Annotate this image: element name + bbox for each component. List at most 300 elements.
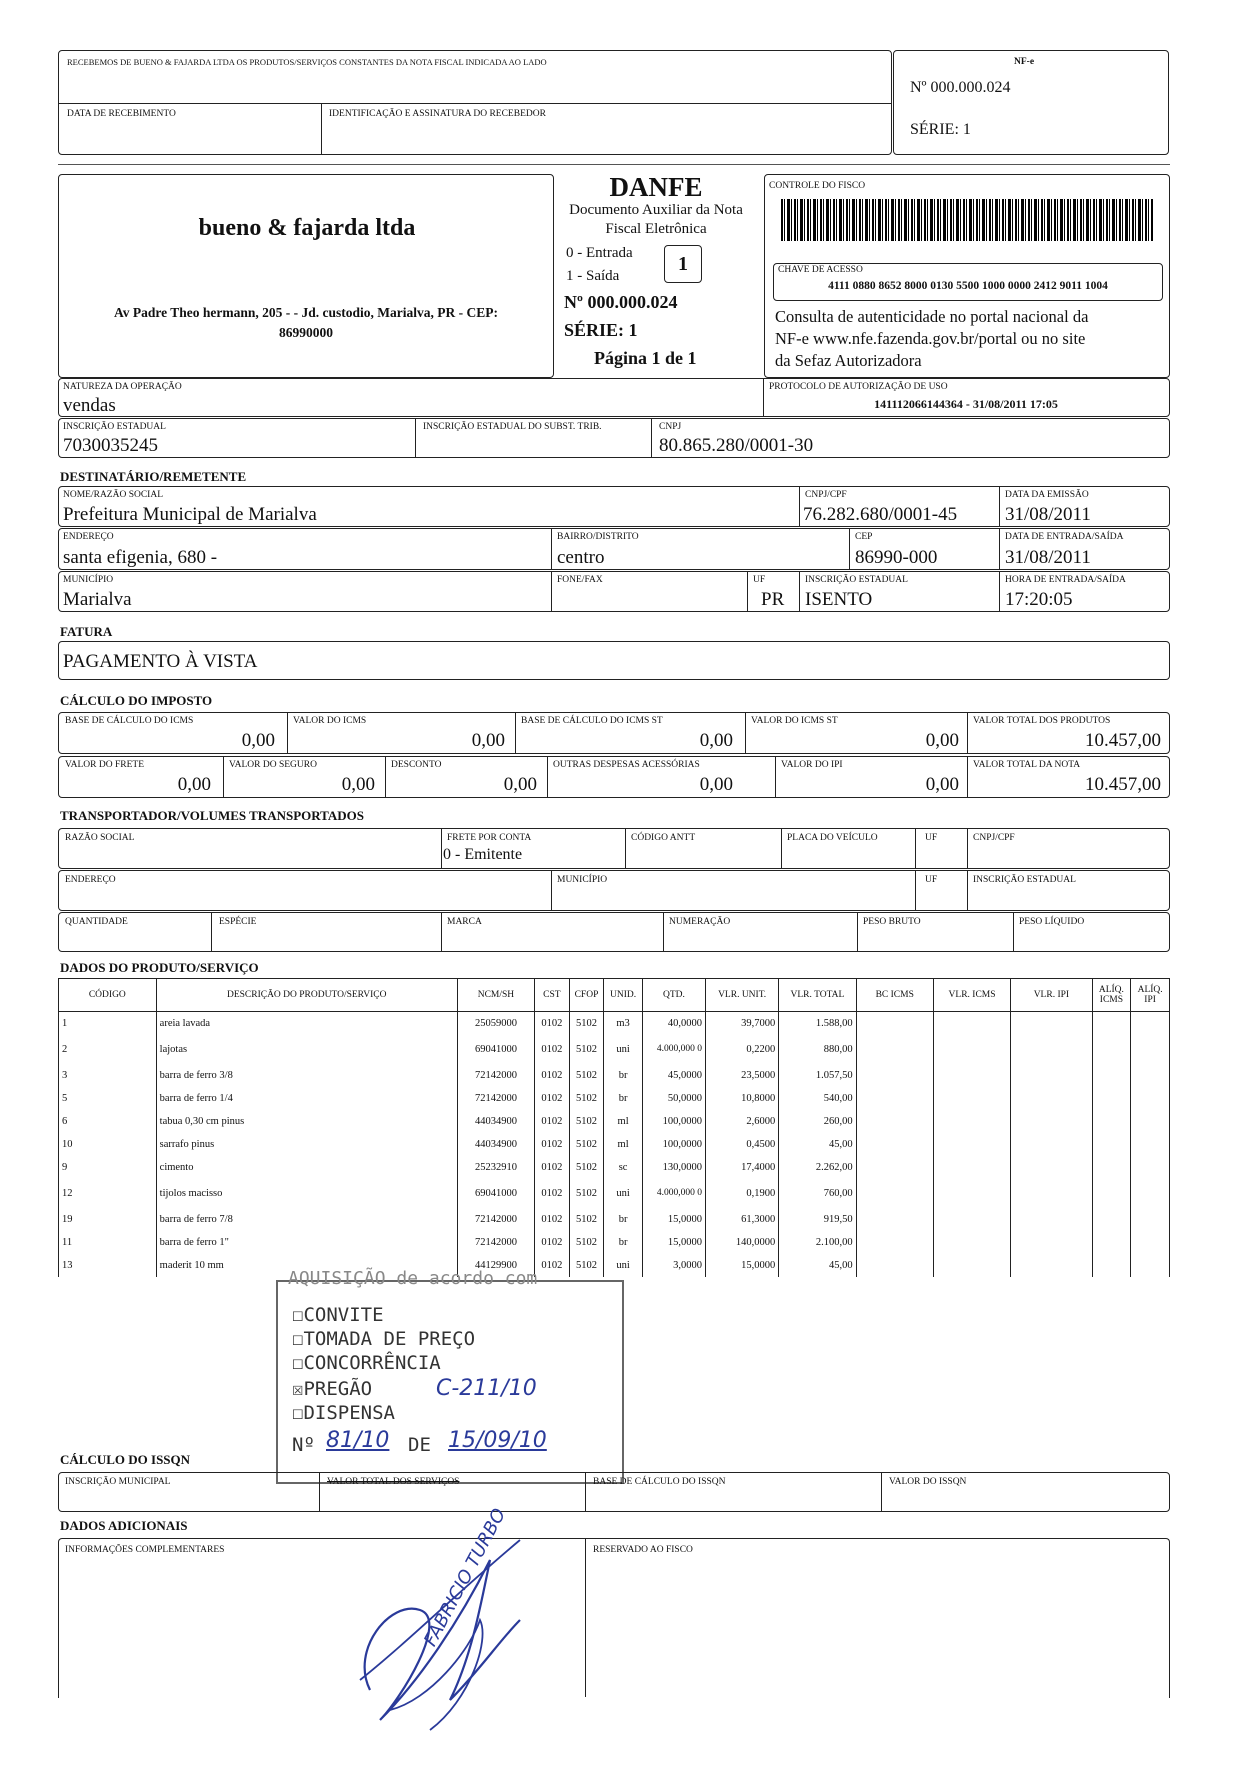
- recipient-district: centro: [557, 547, 605, 568]
- recipient-uf-label: UF: [753, 575, 766, 585]
- invoice-box: [58, 641, 1170, 680]
- table-cell: uni: [604, 1035, 643, 1064]
- cut-line: [58, 164, 1170, 165]
- stamp-numero-hand: 81/10: [326, 1428, 390, 1453]
- table-cell: 9: [59, 1156, 157, 1179]
- recipient-district-label: BAIRRO/DISTRITO: [557, 532, 639, 542]
- table-cell: 5: [59, 1087, 157, 1110]
- table-cell: br: [604, 1231, 643, 1254]
- table-cell: 0102: [535, 1208, 570, 1231]
- table-cell: lajotas: [156, 1035, 457, 1064]
- recipient-address-label: ENDEREÇO: [63, 532, 114, 542]
- table-cell: [856, 1035, 933, 1064]
- table-cell: [1131, 1087, 1170, 1110]
- recipient-cep: 86990-000: [855, 547, 938, 568]
- table-cell: 5102: [569, 1110, 604, 1133]
- table-cell: 2.100,00: [779, 1231, 856, 1254]
- additional-section-title: DADOS ADICIONAIS: [60, 1518, 188, 1533]
- table-cell: [1011, 1208, 1092, 1231]
- issuer-address-2: 86990000: [279, 325, 333, 340]
- products-body: [59, 1012, 1170, 1278]
- table-cell: [1092, 1012, 1131, 1036]
- reserved-fisco-label: RESERVADO AO FISCO: [593, 1545, 693, 1555]
- plate-label: PLACA DO VEÍCULO: [787, 833, 878, 843]
- table-cell: 3: [59, 1064, 157, 1087]
- table-cell: 880,00: [779, 1035, 856, 1064]
- table-cell: 5102: [569, 1064, 604, 1087]
- table-row: [59, 1156, 1170, 1179]
- protocol-label: PROTOCOLO DE AUTORIZAÇÃO DE USO: [769, 382, 948, 392]
- danfe-entrada: 0 - Entrada: [566, 245, 633, 261]
- table-cell: [1131, 1156, 1170, 1179]
- table-cell: 15,0000: [706, 1254, 779, 1277]
- table-cell: m3: [604, 1012, 643, 1036]
- stamp-numero-prefix: Nº: [292, 1434, 315, 1456]
- recipient-address: santa efigenia, 680 -: [63, 547, 218, 568]
- table-cell: 0102: [535, 1179, 570, 1208]
- recipient-city-label: MUNICÍPIO: [63, 575, 114, 585]
- table-cell: [1131, 1012, 1170, 1036]
- table-row: [59, 1110, 1170, 1133]
- products-header-cell: UNID.: [604, 979, 643, 1012]
- table-cell: 10,8000: [706, 1087, 779, 1110]
- entry-time: 17:20:05: [1005, 589, 1073, 610]
- table-cell: 50,0000: [642, 1087, 705, 1110]
- table-cell: 23,5000: [706, 1064, 779, 1087]
- cnpj-label: CNPJ: [659, 422, 682, 432]
- table-cell: [1131, 1110, 1170, 1133]
- discount-label: DESCONTO: [391, 760, 442, 770]
- table-cell: [933, 1231, 1010, 1254]
- table-cell: 69041000: [457, 1179, 534, 1208]
- numbering-label: NUMERAÇÃO: [669, 917, 731, 927]
- table-cell: 25232910: [457, 1156, 534, 1179]
- table-cell: 5102: [569, 1035, 604, 1064]
- table-cell: [1011, 1035, 1092, 1064]
- table-cell: [856, 1254, 933, 1277]
- table-cell: 1.057,50: [779, 1064, 856, 1087]
- ipi-value: 0,00: [925, 774, 959, 795]
- danfe-type-value: 1: [678, 253, 688, 275]
- danfe-saida: 1 - Saída: [566, 268, 620, 284]
- products-header-cell: BC ICMS: [856, 979, 933, 1012]
- table-cell: 2: [59, 1035, 157, 1064]
- transport-row-2: [58, 870, 1170, 911]
- table-cell: barra de ferro 1": [156, 1231, 457, 1254]
- table-cell: 15,0000: [642, 1208, 705, 1231]
- acquisition-stamp: [276, 1268, 624, 1484]
- stamp-dispensa: ☐DISPENSA: [292, 1402, 395, 1424]
- products-header-cell: VLR. ICMS: [933, 979, 1010, 1012]
- table-cell: [856, 1231, 933, 1254]
- invoice-text: PAGAMENTO À VISTA: [63, 651, 258, 672]
- danfe-number: Nº 000.000.024: [564, 292, 678, 312]
- table-cell: [933, 1110, 1010, 1133]
- table-row: [59, 1087, 1170, 1110]
- issqn-base-label: BASE DE CÁLCULO DO ISSQN: [593, 1477, 726, 1487]
- receipt-sign-label: IDENTIFICAÇÃO E ASSINATURA DO RECEBEDOR: [329, 109, 546, 119]
- table-cell: [1131, 1208, 1170, 1231]
- signature-name: FABRICIO TURBO: [420, 1505, 511, 1650]
- recipient-cnpj: 76.282.680/0001-45: [803, 504, 958, 525]
- table-cell: [1011, 1179, 1092, 1208]
- products-header-cell: CST: [535, 979, 570, 1012]
- table-cell: [1131, 1133, 1170, 1156]
- table-cell: [856, 1156, 933, 1179]
- receipt-nfe-label: NF-e: [1014, 57, 1035, 67]
- danfe-block: [554, 170, 758, 378]
- stamp-concorrencia: ☐CONCORRÊNCIA: [292, 1352, 441, 1374]
- recipient-section-title: DESTINATÁRIO/REMETENTE: [60, 469, 247, 484]
- additional-box: [58, 1538, 1170, 1698]
- entry-date: 31/08/2011: [1005, 547, 1091, 568]
- table-cell: 0102: [535, 1133, 570, 1156]
- table-cell: [1092, 1156, 1131, 1179]
- receipt-serie: SÉRIE: 1: [910, 121, 971, 138]
- other-expenses-value: 0,00: [699, 774, 733, 795]
- danfe-type-box: [664, 245, 702, 283]
- freight-label: VALOR DO FRETE: [65, 760, 144, 770]
- products-section-title: DADOS DO PRODUTO/SERVIÇO: [60, 960, 259, 975]
- products-total-label: VALOR TOTAL DOS PRODUTOS: [973, 716, 1111, 726]
- icms-st-value: 0,00: [925, 730, 959, 751]
- protocol-value: 141112066144364 - 31/08/2011 17:05: [874, 397, 1058, 411]
- icms-st-value-label: VALOR DO ICMS ST: [751, 716, 838, 726]
- table-cell: br: [604, 1208, 643, 1231]
- products-header-row: [59, 979, 1170, 1012]
- table-cell: 260,00: [779, 1110, 856, 1133]
- table-cell: [856, 1179, 933, 1208]
- table-cell: 45,00: [779, 1133, 856, 1156]
- table-cell: 13: [59, 1254, 157, 1277]
- carrier-cnpj-label: CNPJ/CPF: [973, 833, 1015, 843]
- carrier-ie-label: INSCRIÇÃO ESTADUAL: [973, 875, 1076, 885]
- table-cell: [933, 1208, 1010, 1231]
- insurance-value: 0,00: [341, 774, 375, 795]
- freight-mode-label: FRETE POR CONTA: [447, 833, 532, 843]
- icms-st-base-label: BASE DE CÁLCULO DO ICMS ST: [521, 716, 663, 726]
- ie-st-label: INSCRIÇÃO ESTADUAL DO SUBST. TRIB.: [423, 422, 602, 432]
- table-cell: 40,0000: [642, 1012, 705, 1036]
- table-cell: uni: [604, 1254, 643, 1277]
- fisco-box: [764, 174, 1170, 378]
- table-cell: 72142000: [457, 1208, 534, 1231]
- table-cell: [1011, 1133, 1092, 1156]
- cnpj-value: 80.865.280/0001-30: [659, 435, 814, 456]
- issuer-name: bueno & fajarda ltda: [198, 215, 416, 241]
- table-cell: 919,50: [779, 1208, 856, 1231]
- note-total-label: VALOR TOTAL DA NOTA: [973, 760, 1081, 770]
- table-cell: 11: [59, 1231, 157, 1254]
- table-cell: sarrafo pinus: [156, 1133, 457, 1156]
- stamp-pregao-hand: C-211/10: [436, 1376, 537, 1401]
- issqn-value-label: VALOR DO ISSQN: [889, 1477, 967, 1487]
- table-cell: 100,0000: [642, 1133, 705, 1156]
- entry-date-label: DATA DE ENTRADA/SAÍDA: [1005, 532, 1124, 542]
- receipt-date-label: DATA DE RECEBIMENTO: [67, 109, 176, 119]
- table-cell: 3,0000: [642, 1254, 705, 1277]
- table-cell: 5102: [569, 1156, 604, 1179]
- table-cell: [1131, 1064, 1170, 1087]
- consulta-line-3: da Sefaz Autorizadora: [775, 351, 922, 370]
- table-cell: 0102: [535, 1156, 570, 1179]
- recipient-box-2: [58, 528, 1170, 570]
- consulta-line-2: NF-e www.nfe.fazenda.gov.br/portal ou no site: [775, 329, 1086, 348]
- table-cell: [933, 1156, 1010, 1179]
- table-cell: 0,1900: [706, 1179, 779, 1208]
- carrier-name-label: RAZÃO SOCIAL: [65, 833, 135, 843]
- carrier-uf2-label: UF: [925, 875, 938, 885]
- access-key-box: [773, 263, 1163, 301]
- table-cell: 0102: [535, 1087, 570, 1110]
- products-header-cell: ALÍQ. ICMS: [1092, 979, 1131, 1012]
- table-cell: 5102: [569, 1231, 604, 1254]
- table-cell: cimento: [156, 1156, 457, 1179]
- table-row: [59, 1179, 1170, 1208]
- table-cell: [933, 1064, 1010, 1087]
- table-cell: [933, 1012, 1010, 1036]
- recipient-name-label: NOME/RAZÃO SOCIAL: [63, 490, 164, 500]
- table-cell: 0102: [535, 1110, 570, 1133]
- icms-st-base-value: 0,00: [699, 730, 733, 751]
- insurance-label: VALOR DO SEGURO: [229, 760, 317, 770]
- table-cell: tabua 0,30 cm pinus: [156, 1110, 457, 1133]
- table-cell: [856, 1133, 933, 1156]
- quantity-label: QUANTIDADE: [65, 917, 128, 927]
- other-expenses-label: OUTRAS DESPESAS ACESSÓRIAS: [553, 760, 700, 770]
- recipient-cep-label: CEP: [855, 532, 873, 542]
- table-cell: [1011, 1231, 1092, 1254]
- recipient-phone-label: FONE/FAX: [557, 575, 603, 585]
- table-cell: [1092, 1231, 1131, 1254]
- table-cell: 0,2200: [706, 1035, 779, 1064]
- table-cell: 2,6000: [706, 1110, 779, 1133]
- municipal-reg-label: INSCRIÇÃO MUNICIPAL: [65, 1477, 171, 1487]
- table-cell: 4.000,000 0: [642, 1179, 705, 1208]
- table-cell: br: [604, 1087, 643, 1110]
- table-cell: [1092, 1087, 1131, 1110]
- danfe-page: Página 1 de 1: [594, 348, 697, 368]
- icms-base-label: BASE DE CÁLCULO DO ICMS: [65, 716, 194, 726]
- icms-value: 0,00: [471, 730, 505, 751]
- recipient-city: Marialva: [63, 589, 132, 610]
- table-cell: [856, 1087, 933, 1110]
- table-cell: [856, 1012, 933, 1036]
- table-cell: [933, 1087, 1010, 1110]
- recipient-box-1: [58, 486, 1170, 527]
- table-cell: [1092, 1133, 1131, 1156]
- table-cell: [856, 1110, 933, 1133]
- table-cell: ml: [604, 1133, 643, 1156]
- fisco-control-label: CONTROLE DO FISCO: [769, 181, 866, 191]
- table-cell: ml: [604, 1110, 643, 1133]
- ie-box: [58, 418, 1170, 458]
- recipient-ie-label: INSCRIÇÃO ESTADUAL: [805, 575, 908, 585]
- table-cell: 44034900: [457, 1110, 534, 1133]
- receipt-text: RECEBEMOS DE BUENO & FAJARDA LTDA OS PRODUTOS/SERVIÇOS CONSTANTES DA NOTA FISCAL INDICADA AO LADO: [67, 57, 547, 67]
- table-cell: 25059000: [457, 1012, 534, 1036]
- table-cell: [933, 1254, 1010, 1277]
- table-cell: [1131, 1231, 1170, 1254]
- table-cell: [1092, 1179, 1131, 1208]
- invoice-section-title: FATURA: [60, 624, 113, 639]
- table-cell: 5102: [569, 1087, 604, 1110]
- transport-section-title: TRANSPORTADOR/VOLUMES TRANSPORTADOS: [60, 808, 365, 823]
- emission-date-label: DATA DA EMISSÃO: [1005, 490, 1089, 500]
- products-header-cell: CÓDIGO: [59, 979, 157, 1012]
- discount-value: 0,00: [503, 774, 537, 795]
- barcode: [781, 199, 1153, 241]
- nature-value: vendas: [63, 395, 116, 416]
- freight-value: 0,00: [177, 774, 211, 795]
- consulta-line-1: Consulta de autenticidade no portal nacional da: [775, 307, 1089, 326]
- antt-label: CÓDIGO ANTT: [631, 833, 696, 843]
- recipient-ie: ISENTO: [805, 589, 873, 610]
- stamp-pregao: ☒PREGÃO: [292, 1378, 373, 1400]
- tax-section-title: CÁLCULO DO IMPOSTO: [60, 693, 213, 708]
- products-header-cell: VLR. TOTAL: [779, 979, 856, 1012]
- products-header-cell: CFOP: [569, 979, 604, 1012]
- access-key-value: 4111 0880 8652 8000 0130 5500 1000 0000 2412 9011 1004: [828, 280, 1108, 292]
- table-cell: 0102: [535, 1231, 570, 1254]
- table-cell: [1131, 1254, 1170, 1277]
- danfe-subtitle-1: Documento Auxiliar da Nota: [569, 202, 743, 218]
- products-header-cell: VLR. IPI: [1011, 979, 1092, 1012]
- table-cell: 1.588,00: [779, 1012, 856, 1036]
- table-cell: sc: [604, 1156, 643, 1179]
- table-cell: [1011, 1012, 1092, 1036]
- note-total-value: 10.457,00: [1085, 774, 1161, 795]
- table-cell: [1011, 1087, 1092, 1110]
- emission-date: 31/08/2011: [1005, 504, 1091, 525]
- table-cell: 17,4000: [706, 1156, 779, 1179]
- table-cell: [1092, 1254, 1131, 1277]
- table-row: [59, 1064, 1170, 1087]
- carrier-uf-label: UF: [925, 833, 938, 843]
- table-cell: 760,00: [779, 1179, 856, 1208]
- stamp-tomada: ☐TOMADA DE PREÇO: [292, 1328, 476, 1350]
- danfe-title: DANFE: [609, 172, 703, 202]
- table-cell: br: [604, 1064, 643, 1087]
- stamp-data-hand: 15/09/10: [448, 1428, 547, 1453]
- table-cell: barra de ferro 1/4: [156, 1087, 457, 1110]
- table-cell: 5102: [569, 1208, 604, 1231]
- table-cell: 19: [59, 1208, 157, 1231]
- table-cell: [933, 1179, 1010, 1208]
- table-row: [59, 1208, 1170, 1231]
- products-header-cell: QTD.: [642, 979, 705, 1012]
- nature-box: [58, 378, 1170, 417]
- receipt-number: Nº 000.000.024: [910, 79, 1011, 96]
- table-cell: 12: [59, 1179, 157, 1208]
- table-cell: [1131, 1035, 1170, 1064]
- table-cell: [933, 1035, 1010, 1064]
- table-cell: 61,3000: [706, 1208, 779, 1231]
- carrier-city-label: MUNICÍPIO: [557, 875, 608, 885]
- stamp-convite: ☐CONVITE: [292, 1304, 384, 1326]
- products-total-value: 10.457,00: [1085, 730, 1161, 751]
- stamp-de: DE: [408, 1434, 431, 1456]
- ie-label: INSCRIÇÃO ESTADUAL: [63, 422, 166, 432]
- table-cell: 0,4500: [706, 1133, 779, 1156]
- table-cell: [1131, 1179, 1170, 1208]
- brand-label: MARCA: [447, 917, 482, 927]
- table-cell: [1011, 1064, 1092, 1087]
- table-cell: 100,0000: [642, 1110, 705, 1133]
- transport-row-3: [58, 912, 1170, 952]
- table-cell: [1092, 1035, 1131, 1064]
- table-cell: 39,7000: [706, 1012, 779, 1036]
- table-cell: 5102: [569, 1179, 604, 1208]
- table-row: [59, 1133, 1170, 1156]
- table-cell: 5102: [569, 1133, 604, 1156]
- table-cell: 0102: [535, 1035, 570, 1064]
- ie-value: 7030035245: [63, 435, 158, 456]
- table-cell: 0102: [535, 1064, 570, 1087]
- table-cell: [1011, 1110, 1092, 1133]
- services-total-label: VALOR TOTAL DOS SERVIÇOS: [327, 1477, 460, 1487]
- recipient-box-3: [58, 571, 1170, 612]
- table-cell: 45,00: [779, 1254, 856, 1277]
- products-header-cell: ALÍQ. IPI: [1131, 979, 1170, 1012]
- nature-label: NATUREZA DA OPERAÇÃO: [63, 382, 182, 392]
- table-cell: [856, 1064, 933, 1087]
- table-cell: uni: [604, 1179, 643, 1208]
- table-cell: 140,0000: [706, 1231, 779, 1254]
- table-cell: 45,0000: [642, 1064, 705, 1087]
- table-cell: 5102: [569, 1012, 604, 1036]
- table-row: [59, 1012, 1170, 1036]
- carrier-address-label: ENDEREÇO: [65, 875, 116, 885]
- table-cell: 4.000,000 0: [642, 1035, 705, 1064]
- gross-weight-label: PESO BRUTO: [863, 917, 921, 927]
- issqn-box: [58, 1472, 1170, 1512]
- table-cell: 15,0000: [642, 1231, 705, 1254]
- table-cell: 540,00: [779, 1087, 856, 1110]
- danfe-subtitle-2: Fiscal Eletrônica: [605, 221, 707, 237]
- table-cell: barra de ferro 7/8: [156, 1208, 457, 1231]
- access-key-label: CHAVE DE ACESSO: [778, 265, 863, 275]
- issuer-box: [58, 174, 554, 378]
- receipt-nfe-box: [893, 50, 1169, 155]
- table-cell: [1011, 1254, 1092, 1277]
- table-cell: barra de ferro 3/8: [156, 1064, 457, 1087]
- table-cell: 130,0000: [642, 1156, 705, 1179]
- net-weight-label: PESO LÍQUIDO: [1019, 917, 1085, 927]
- table-cell: 72142000: [457, 1231, 534, 1254]
- table-cell: 0102: [535, 1012, 570, 1036]
- table-cell: 10: [59, 1133, 157, 1156]
- table-row: [59, 1231, 1170, 1254]
- freight-mode: 0 - Emitente: [443, 846, 523, 863]
- table-row: [59, 1254, 1170, 1277]
- recipient-cnpj-label: CNPJ/CPF: [805, 490, 847, 500]
- issqn-section-title: CÁLCULO DO ISSQN: [60, 1452, 191, 1467]
- table-cell: tijolos macisso: [156, 1179, 457, 1208]
- species-label: ESPÉCIE: [219, 917, 257, 927]
- transport-row-1: [58, 828, 1170, 869]
- entry-time-label: HORA DE ENTRADA/SAÍDA: [1005, 575, 1126, 585]
- products-header-cell: NCM/SH: [457, 979, 534, 1012]
- table-cell: 44034900: [457, 1133, 534, 1156]
- table-cell: [933, 1133, 1010, 1156]
- icms-base-value: 0,00: [241, 730, 275, 751]
- ipi-label: VALOR DO IPI: [781, 760, 843, 770]
- table-cell: 72142000: [457, 1064, 534, 1087]
- table-cell: [856, 1208, 933, 1231]
- table-cell: [1011, 1156, 1092, 1179]
- receipt-stub: [58, 50, 892, 155]
